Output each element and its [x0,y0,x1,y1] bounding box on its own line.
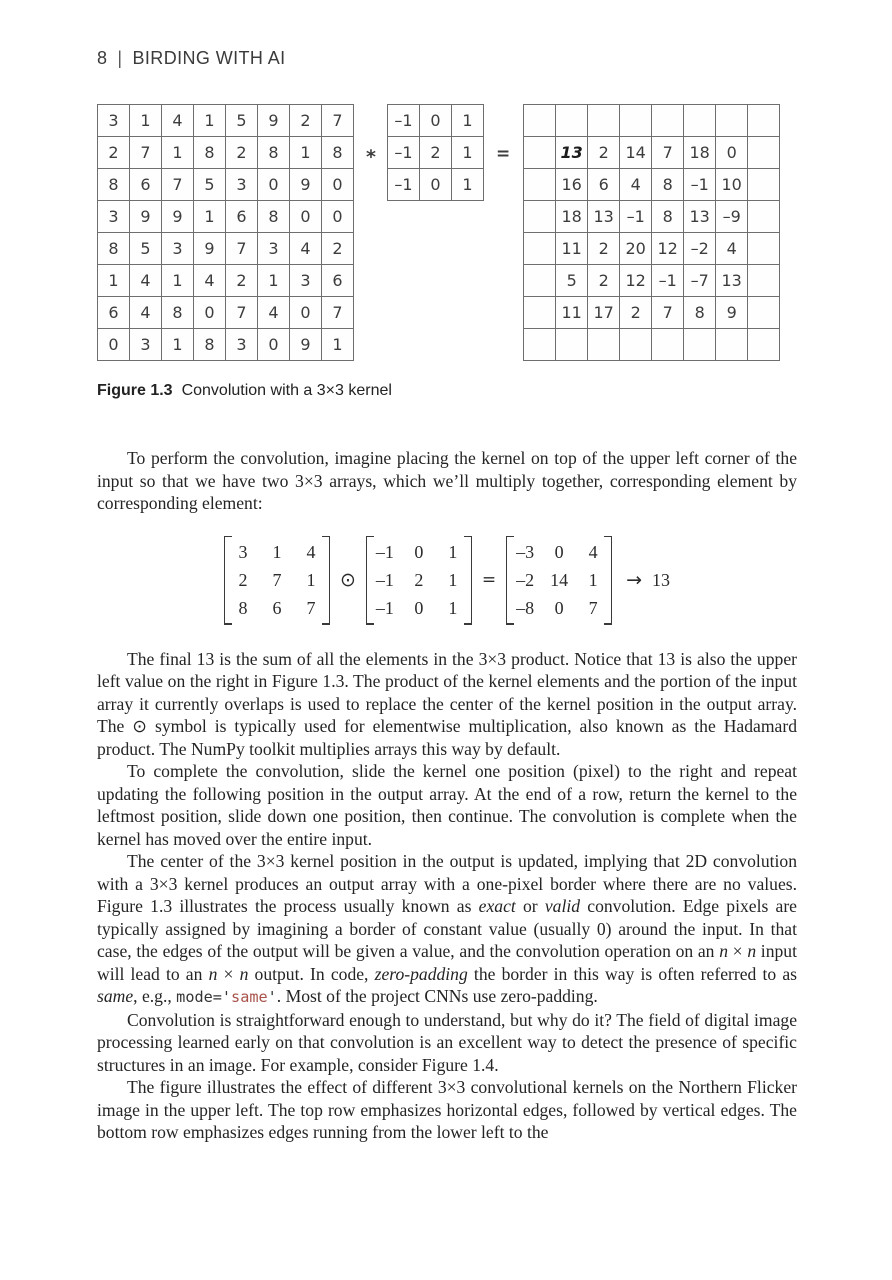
matrix-row [387,169,483,201]
matrix-cell [716,329,748,361]
matrix-row [98,233,354,265]
matrix-cell: 1 [162,265,194,297]
matrix-cell [524,297,556,329]
text-segment: Convolution is straightforward enough to understand, but why do it? The field of digital image processing learned early on that convolution is an excellent way to detect the presence of specific structures in an image. For example, consider Figure 1.4. [97,1009,797,1075]
matrix-cell: 5 [130,233,162,265]
body-paragraphs [97,648,797,1144]
matrix-cell [524,137,556,169]
equation-matrix-cell: –3 [516,541,535,562]
matrix-cell: 9 [162,201,194,233]
body-paragraph [97,648,797,761]
matrix-cell: 2 [419,137,451,169]
matrix-cell [748,169,780,201]
matrix-row [98,137,354,169]
matrix-row [524,265,780,297]
matrix-cell: 1 [322,329,354,361]
matrix-cell: 0 [716,137,748,169]
matrix-cell: 20 [620,233,652,265]
matrix-cell: 12 [652,233,684,265]
matrix-cell [524,105,556,137]
text-segment: × [727,941,748,961]
matrix-cell: 1 [194,201,226,233]
matrix-cell [524,201,556,233]
equation-matrix-c [506,536,612,625]
arrow-right-icon: → [626,569,643,591]
text-segment: . Most of the project CNNs use zero-padding. [276,986,598,1006]
matrix-cell: 1 [451,105,483,137]
matrix-cell: 4 [194,265,226,297]
matrix-cell: 4 [162,105,194,137]
text-segment: input will lead to an [97,941,797,984]
matrix-cell: 3 [226,169,258,201]
body-paragraph [97,1076,797,1144]
matrix-cell [588,329,620,361]
equation-matrix-cell: 1 [272,541,282,562]
matrix-cell: 4 [130,297,162,329]
text-segment: mode=' [176,988,232,1006]
equation-matrix-cell: 0 [554,597,564,618]
running-title: BIRDING WITH AI [132,48,286,68]
figure-convolution [97,104,797,361]
matrix-cell: 3 [290,265,322,297]
matrix-cell [524,169,556,201]
text-segment: same [231,988,268,1006]
matrix-cell: –1 [387,137,419,169]
matrix-cell: 8 [162,297,194,329]
matrix-cell: 3 [226,329,258,361]
matrix-row [98,105,354,137]
matrix-cell: 3 [98,105,130,137]
equation-matrix-cell: –1 [375,597,394,618]
matrix-cell [556,105,588,137]
matrix-cell: –7 [684,265,716,297]
matrix-cell: –1 [652,265,684,297]
matrix-cell: 2 [620,297,652,329]
matrix-cell: 9 [290,329,322,361]
equation-matrix-a [224,536,330,625]
matrix-cell [620,329,652,361]
equation-matrix-cell: 2 [238,569,248,590]
convolution-operator: * [366,146,376,168]
matrix-cell: 6 [130,169,162,201]
equation-matrix-cell: 2 [414,569,424,590]
matrix-cell [748,105,780,137]
matrix-cell: 5 [556,265,588,297]
matrix-cell: 2 [588,265,620,297]
matrix-cell: 10 [716,169,748,201]
matrix-cell: 14 [620,137,652,169]
matrix-cell: 6 [588,169,620,201]
text-segment: zero-padding [374,963,468,984]
equation-matrix-cell: 1 [448,569,458,590]
kernel-matrix-table [387,104,484,201]
matrix-cell: 3 [258,233,290,265]
body-text [97,447,797,1144]
matrix-cell: 0 [194,297,226,329]
matrix-cell: 9 [716,297,748,329]
text-segment: , e.g., [133,986,177,1006]
matrix-cell: 9 [130,201,162,233]
matrix-cell: 7 [130,137,162,169]
equation-matrix-cell: 6 [272,597,282,618]
matrix-cell [524,265,556,297]
text-segment: same [97,986,134,1006]
matrix-cell [748,233,780,265]
page-header [97,48,797,69]
matrix-cell: 8 [258,137,290,169]
matrix-cell: 3 [162,233,194,265]
matrix-cell: 9 [290,169,322,201]
equation-matrix-cell: 1 [588,569,598,590]
matrix-row [387,137,483,169]
matrix-cell: 9 [194,233,226,265]
text-segment: n [208,963,218,984]
matrix-cell: 1 [258,265,290,297]
matrix-cell [748,137,780,169]
matrix-row [98,169,354,201]
matrix-cell [748,265,780,297]
matrix-cell: 1 [194,105,226,137]
matrix-cell: 0 [419,105,451,137]
matrix-cell: 8 [652,169,684,201]
matrix-cell: 4 [620,169,652,201]
equation-matrix-cell: –1 [375,569,394,590]
matrix-cell: 2 [322,233,354,265]
matrix-cell [684,105,716,137]
matrix-cell [556,329,588,361]
matrix-cell: –1 [387,105,419,137]
matrix-cell: 2 [226,265,258,297]
matrix-cell: 4 [290,233,322,265]
matrix-cell: 0 [322,169,354,201]
matrix-cell: 6 [226,201,258,233]
text-segment: or [515,896,545,916]
matrix-cell: 4 [258,297,290,329]
intro-paragraph [97,447,797,515]
matrix-row [524,233,780,265]
matrix-cell: 6 [98,297,130,329]
text-segment: To perform the convolution, imagine placing the kernel on top of the upper left corner of the input so that we have two 3×3 arrays, which we’ll multiply together, corresponding element by corresponding element: [97,448,797,513]
equation-matrix-cell: –8 [516,597,535,618]
matrix-cell: 0 [322,201,354,233]
matrix-cell: 18 [556,201,588,233]
equation-matrix-cell: 1 [448,541,458,562]
matrix-cell: 7 [652,137,684,169]
matrix-cell: 16 [556,169,588,201]
hadamard-operator: ⊙ [339,569,356,591]
matrix-cell [524,329,556,361]
matrix-cell: 1 [162,137,194,169]
matrix-cell: –1 [387,169,419,201]
matrix-cell: 7 [226,297,258,329]
matrix-cell: 2 [290,105,322,137]
equation-matrix-cell: 14 [550,569,569,590]
matrix-cell: 8 [98,169,130,201]
matrix-cell: 0 [98,329,130,361]
figure-caption-label: Figure 1.3 [97,382,173,399]
matrix-cell: 8 [258,201,290,233]
matrix-cell: 18 [684,137,716,169]
matrix-cell: 8 [322,137,354,169]
matrix-cell: 7 [322,297,354,329]
matrix-cell [652,105,684,137]
equation-matrix-cell: 3 [238,541,248,562]
equation-matrix-cell: 4 [588,541,598,562]
text-segment: exact [478,896,516,916]
matrix-cell: 3 [98,201,130,233]
body-paragraph [97,760,797,850]
matrix-cell: 9 [258,105,290,137]
matrix-cell: 3 [130,329,162,361]
matrix-cell: 1 [162,329,194,361]
matrix-cell: 0 [419,169,451,201]
body-paragraph [97,1009,797,1077]
equation-matrix-cell: 1 [448,597,458,618]
matrix-cell: 7 [322,105,354,137]
equals-operator: = [495,144,511,164]
matrix-cell: 13 [556,137,588,169]
matrix-cell: 8 [194,137,226,169]
page-number: 8 [97,48,108,68]
matrix-cell: 12 [620,265,652,297]
matrix-row [98,265,354,297]
text-segment: ' [267,988,277,1006]
matrix-cell: 0 [290,201,322,233]
text-segment: To complete the convolution, slide the kernel one position (pixel) to the right and repeat updating the following position in the output array. At the end of a row, return the kernel to the leftmost position, slide down one position, then continue. The convolution is complete when the kernel has moved over the entire input. [97,761,797,849]
matrix-row [524,329,780,361]
matrix-cell: –1 [620,201,652,233]
equation-matrix-cell: 0 [554,541,564,562]
equation-matrix-cell: 4 [306,541,316,562]
matrix-cell: 6 [322,265,354,297]
matrix-cell [652,329,684,361]
figure-caption-text: Convolution with a 3×3 kernel [181,382,392,399]
text-segment: The center of the 3×3 kernel position in the output is updated, implying that 2D convolution with a 3×3 kernel produces an output array with a one-pixel border where there are no values. Figure 1.3 illustrates the process usually known as [97,851,797,916]
matrix-cell: 7 [226,233,258,265]
matrix-cell: 0 [258,169,290,201]
matrix-cell: 11 [556,233,588,265]
matrix-cell: 13 [716,265,748,297]
matrix-cell [748,297,780,329]
equation-matrix-b [366,536,472,625]
matrix-cell: 8 [194,329,226,361]
matrix-row [524,201,780,233]
equation-matrix-cell: 7 [588,597,598,618]
text-segment: n [239,963,249,984]
matrix-cell: 1 [98,265,130,297]
equation-matrix-cell: 0 [414,541,424,562]
input-matrix-table [97,104,354,361]
matrix-cell: 1 [451,137,483,169]
matrix-cell: 2 [226,137,258,169]
equation-matrix-cell: 8 [238,597,248,618]
equation-matrix-cell: –1 [375,541,394,562]
matrix-row [524,105,780,137]
matrix-cell: 4 [130,265,162,297]
matrix-row [524,169,780,201]
matrix-cell: 0 [290,297,322,329]
matrix-cell: –2 [684,233,716,265]
equation-matrix-cell: 7 [272,569,282,590]
text-segment: output. In code, [248,963,375,984]
matrix-row [387,105,483,137]
matrix-row [98,329,354,361]
matrix-cell: 2 [588,233,620,265]
equation-equals: = [481,570,497,590]
header-separator: | [117,48,123,68]
matrix-cell: 8 [98,233,130,265]
text-segment: The figure illustrates the effect of different 3×3 convolutional kernels on the Northern Flicker image in the upper left. The top row emphasizes horizontal edges, followed by vertical edges. The bottom row emphasizes edges running from the lower left to the [97,1077,797,1142]
matrix-cell: 7 [162,169,194,201]
text-segment: n [747,941,757,961]
matrix-cell: –9 [716,201,748,233]
matrix-cell [748,329,780,361]
equation-result: 13 [652,569,671,590]
hadamard-equation [97,536,797,625]
equation-matrix-cell: 1 [306,569,316,590]
matrix-cell [524,233,556,265]
matrix-cell: 5 [194,169,226,201]
matrix-cell [620,105,652,137]
matrix-row [98,201,354,233]
matrix-cell: 1 [130,105,162,137]
matrix-cell [684,329,716,361]
text-segment: × [217,963,240,984]
matrix-cell: 13 [588,201,620,233]
matrix-cell [716,105,748,137]
matrix-row [524,297,780,329]
matrix-cell: 2 [98,137,130,169]
matrix-cell: 2 [588,137,620,169]
matrix-cell: –1 [684,169,716,201]
matrix-cell: 17 [588,297,620,329]
matrix-cell: 8 [652,201,684,233]
matrix-cell: 13 [684,201,716,233]
matrix-cell: 5 [226,105,258,137]
matrix-cell: 7 [652,297,684,329]
text-segment: The final 13 is the sum of all the elements in the 3×3 product. Notice that 13 is also the upper left value on the right in Figure 1.3. The product of the kernel elements and the portion of the input array it currently overlaps is used to replace the center of the kernel position in the output array. The ⊙ symbol is typically used for elementwise multiplication, also known as the Hadamard product. The NumPy toolkit multiplies arrays this way by default. [97,648,797,759]
text-segment: n [719,941,728,961]
matrix-cell: 8 [684,297,716,329]
text-segment: convolution. Edge pixels are typically assigned by imagining a border of constant value (usually 0) around the input. In that case, the edges of the output will be given a value, and the convolution operation on an [97,896,797,961]
equation-matrix-cell: 7 [306,597,316,618]
matrix-cell: 0 [258,329,290,361]
matrix-cell: 1 [451,169,483,201]
text-segment: the border in this way is often referred to as [467,963,797,984]
matrix-cell: 1 [290,137,322,169]
matrix-row [98,297,354,329]
matrix-cell: 4 [716,233,748,265]
matrix-cell: 11 [556,297,588,329]
matrix-cell [588,105,620,137]
equation-matrix-cell: 0 [414,597,424,618]
matrix-row [524,137,780,169]
matrix-cell [748,201,780,233]
text-segment: valid [544,896,581,916]
output-matrix-table [523,104,780,361]
body-paragraph [97,850,797,1009]
figure-caption [97,382,797,400]
equation-matrix-cell: –2 [516,569,535,590]
